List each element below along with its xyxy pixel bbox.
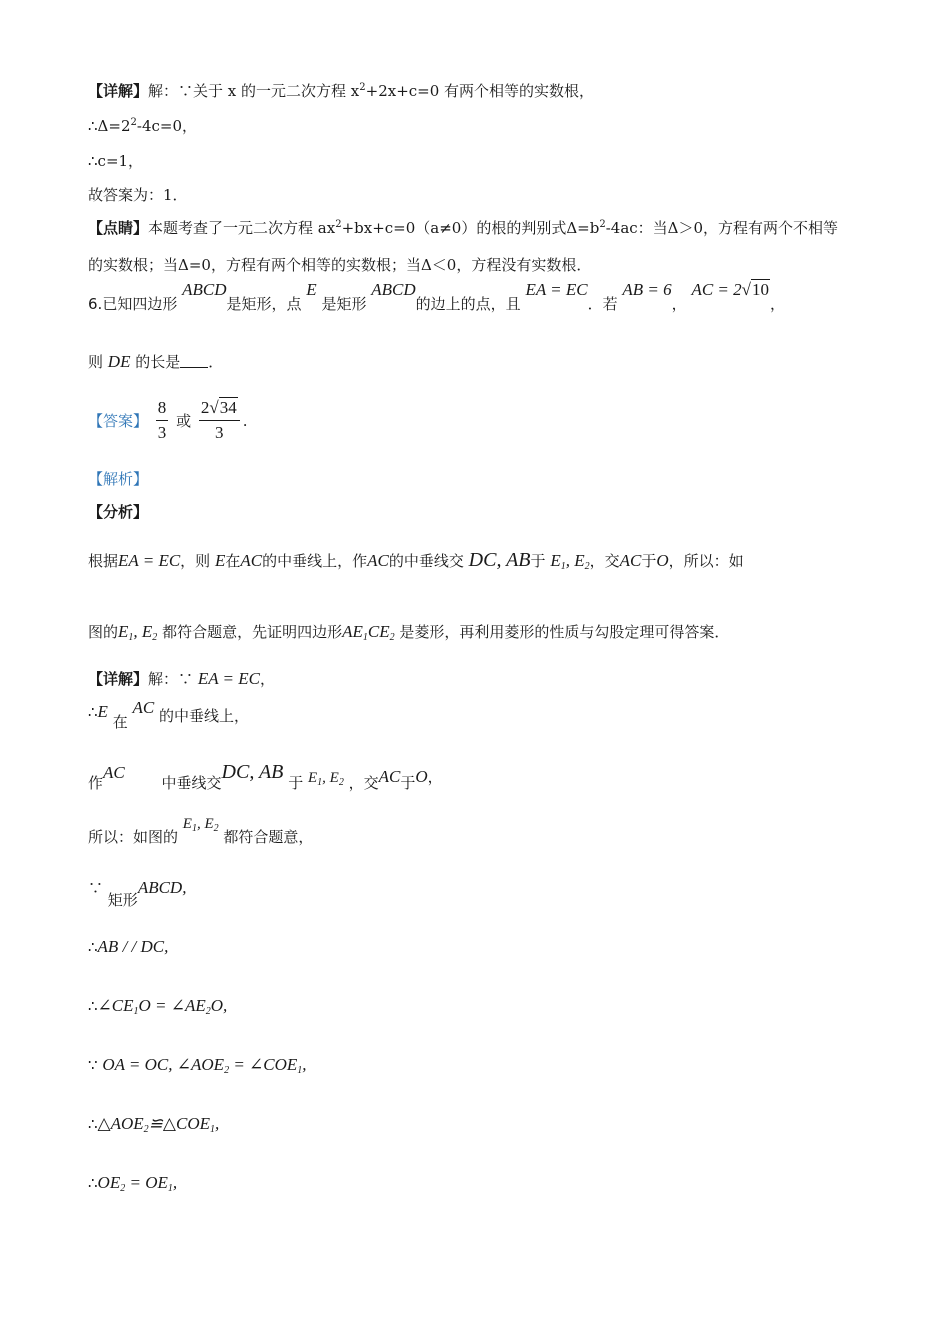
- detail-line7: $\therefore\angle CE_1O$ = $\angle AE_2O$,: [88, 996, 228, 1017]
- detail-line4: 所以：如图的 $E_1$, $E_2$ 都符合题意，: [88, 816, 314, 846]
- detail-line5: ∵ 矩形ABCD,: [88, 878, 187, 909]
- answer-fraction-2: $\frac{2√34}{3}$: [199, 398, 240, 444]
- detail-line2: ∴E 在 AC 的中垂线上，: [88, 698, 250, 731]
- prev-detail-line3: ∴c=1，: [88, 152, 144, 170]
- analysis-line1: 根据EA = EC，则 E在AC的中垂线上，作AC的中垂线交 DC, AB于 $E_1$, $E_2$，交AC于O，所以：如: [88, 549, 744, 572]
- answer-fraction-1: $\frac{8}{3}$: [157, 398, 167, 443]
- detail-line1: 【详解】解：∵ EA = EC，: [88, 669, 275, 688]
- prev-detail-line1: 【详解】解：∵关于 x 的一元二次方程 $x^2+2x+c=0$ 有两个相等的实数根，: [88, 82, 595, 100]
- prev-remark-line1: 【点睛】本题考查了一元二次方程 $ax^2+bx+c=0(a\ne 0)$的根的判别式$\Delta=b^2-4ac$：当Δ＞0，方程有两个不相等: [88, 219, 839, 237]
- analysis-heading: 【解析】: [88, 470, 149, 488]
- analysis-line2: 图的$E_1$, $E_2$ 都符合题意，先证明四边形$AE_1CE_2$ 是菱形，再利用菱形的性质与勾股定理可得答案．: [88, 622, 730, 643]
- answer-blank: [180, 367, 208, 368]
- prev-detail-line4: 故答案为：1．: [88, 186, 188, 204]
- reasoning-heading: 【分析】: [88, 503, 149, 521]
- question-6-line2: 则 DE 的长是 ．: [88, 352, 224, 371]
- detail-line9: $\therefore\triangle AOE_2≌\triangle COE_1$,: [88, 1114, 220, 1135]
- detail-line6: ∴AB / / DC,: [88, 937, 169, 956]
- prev-remark-line2: 的实数根；当Δ=0，方程有两个相等的实数根；当Δ＜0，方程没有实数根．: [88, 256, 592, 274]
- answer-line: 【答案】 $\frac{8}{3}$ 或 $\frac{2√34}{3}$ .: [88, 398, 248, 443]
- question-6-line1: 6.已知四边形 ABCD是矩形，点 E 是矩形 ABCD的边上的点，且 EA = EC．若 AB = 6， AC = 2√10，: [88, 280, 786, 313]
- detail-line3: 作AC 中垂线交DC, AB 于 $E_1$, $E_2$ ，交AC于O，: [88, 761, 443, 792]
- prev-detail-line2: $\therefore\Delta=2^2-4c=0$，: [88, 117, 197, 135]
- detail-line8: ∵ OA = OC, $\angle AOE_2$ = $\angle COE_1$,: [88, 1055, 307, 1076]
- detail-line10: $\therefore OE_2 = OE_1$,: [88, 1173, 178, 1194]
